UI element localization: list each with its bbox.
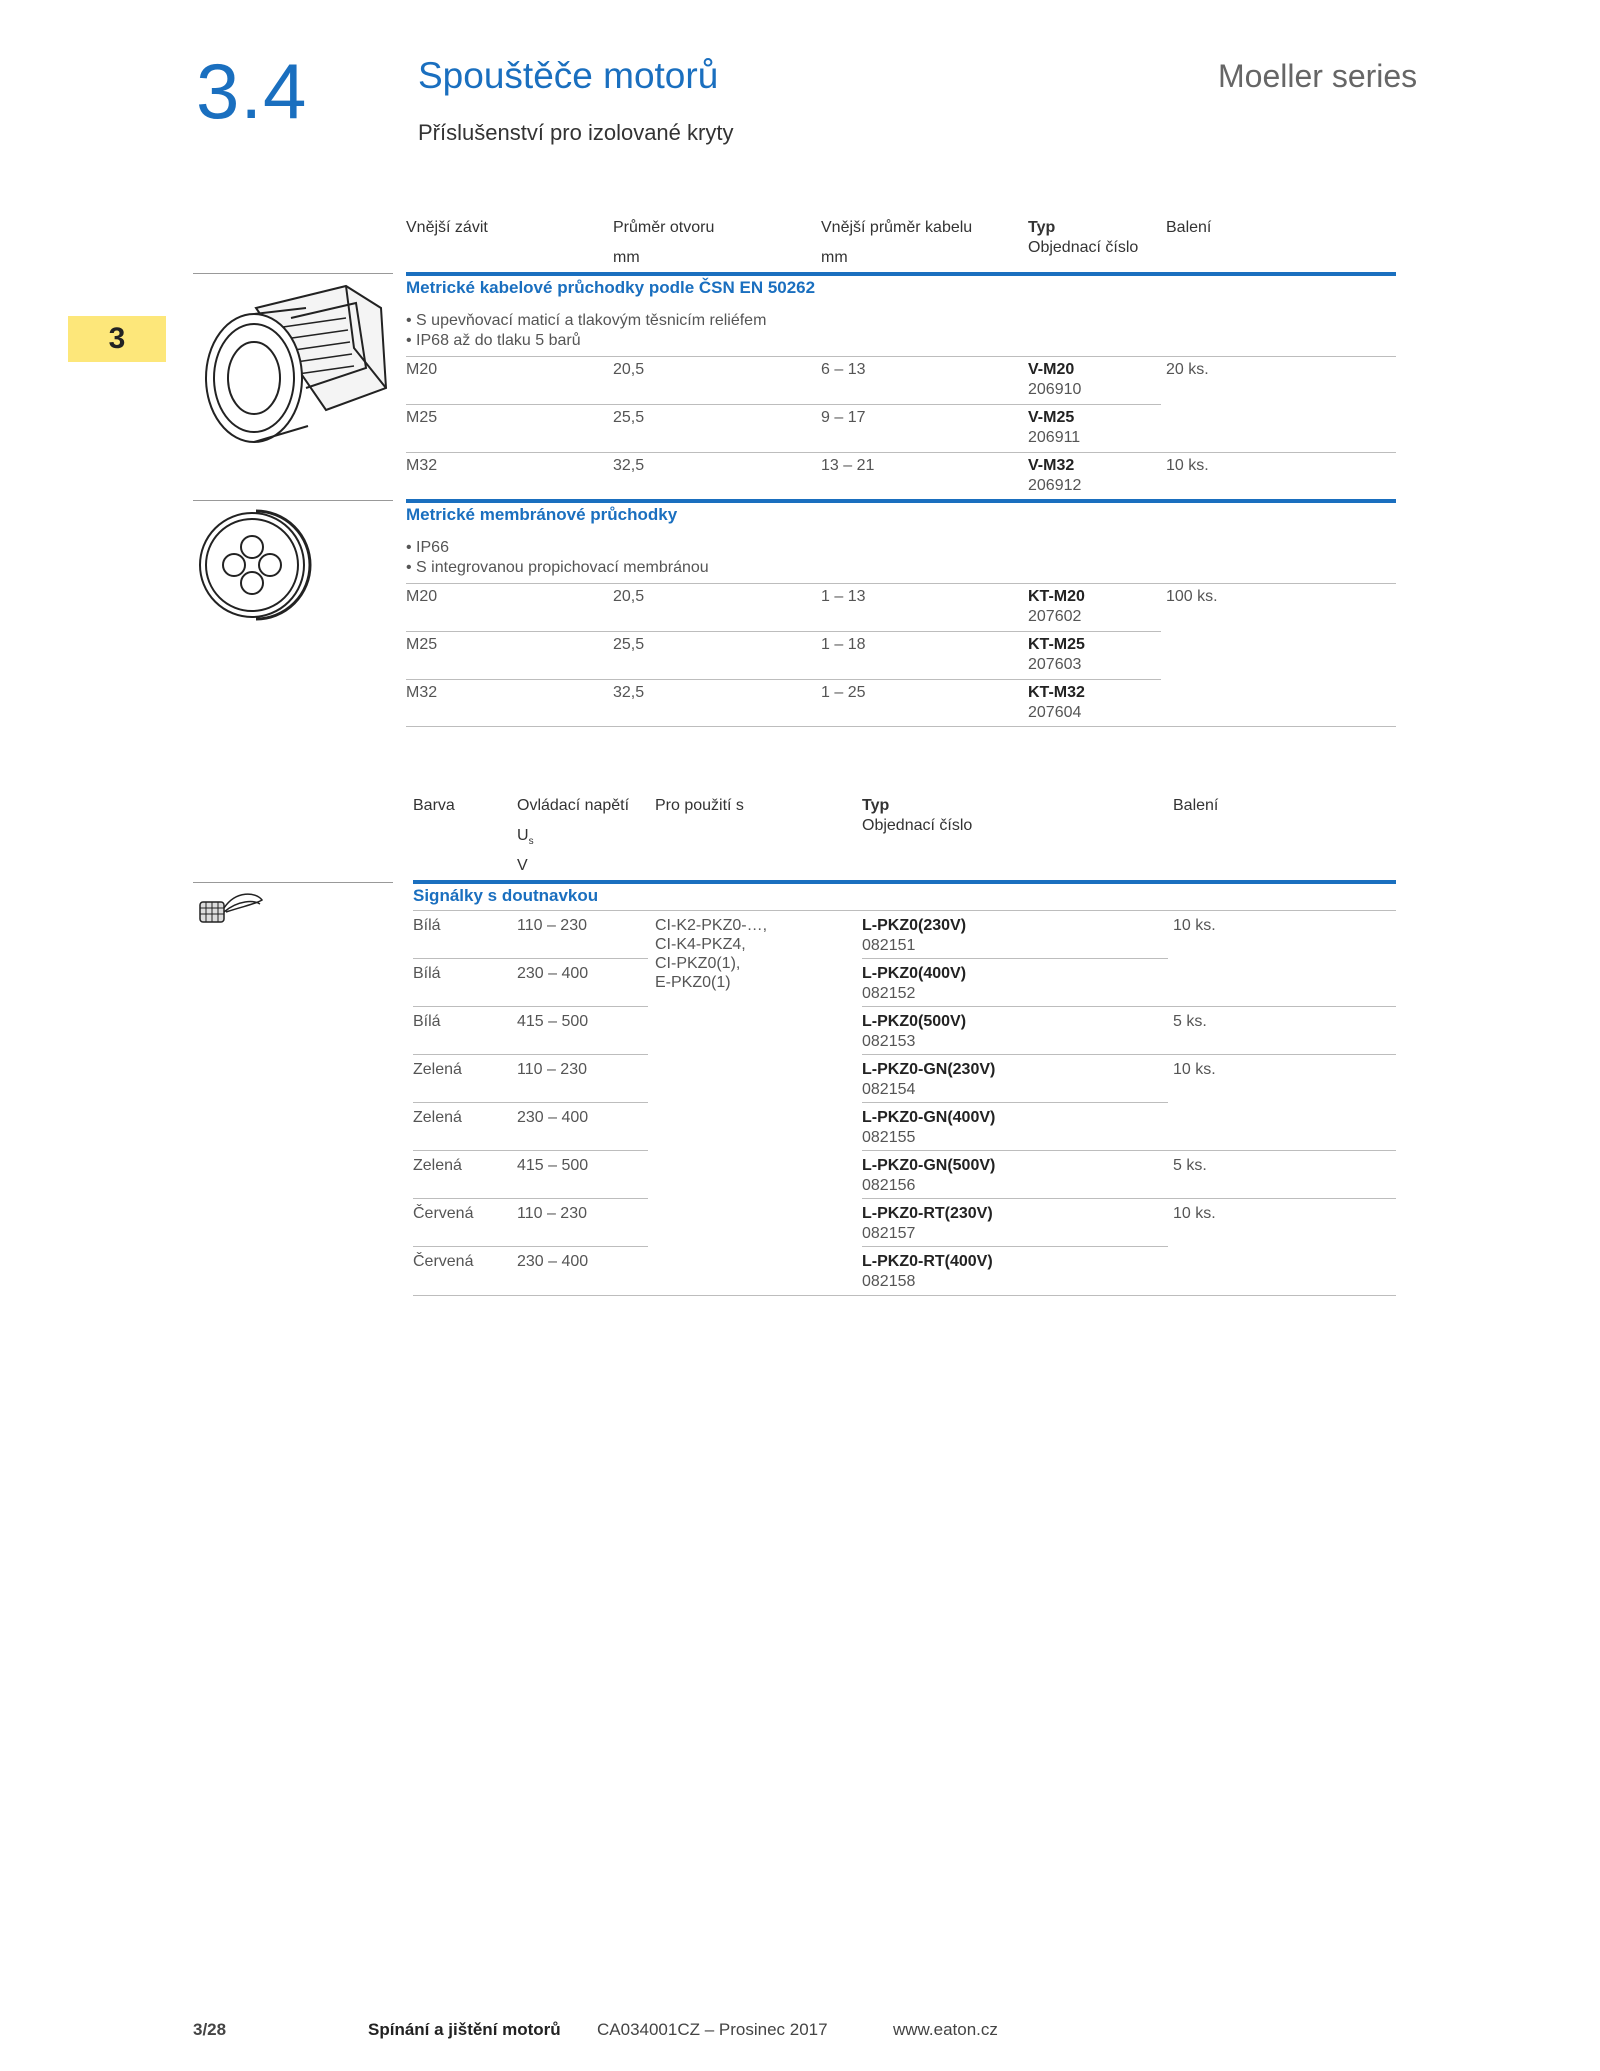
cell-voltage: 110 – 230: [517, 917, 587, 934]
col-header-voltage-unit: V: [517, 857, 528, 874]
cell-pack: 10 ks.: [1173, 1061, 1216, 1078]
cell-order: 206910: [1028, 381, 1082, 398]
cell-order: 206912: [1028, 477, 1082, 494]
cell-color: Zelená: [413, 1109, 462, 1126]
cell-type: L-PKZ0(230V): [862, 917, 967, 934]
group-divider: [413, 880, 1396, 884]
cell-type: L-PKZ0(500V): [862, 1013, 967, 1030]
cell-order: 207604: [1028, 704, 1082, 721]
cell-voltage: 230 – 400: [517, 1109, 589, 1126]
cell-type: V-M20: [1028, 361, 1075, 378]
cell-pack: 100 ks.: [1166, 588, 1218, 605]
cell-type: L-PKZ0-GN(230V): [862, 1061, 996, 1078]
cell-voltage: 230 – 400: [517, 965, 589, 982]
cell-order: 206911: [1028, 429, 1081, 446]
cell-order: 082153: [862, 1033, 916, 1050]
group-title: Metrické kabelové průchodky podle ČSN EN 50262: [406, 278, 816, 297]
cell-type: KT-M20: [1028, 588, 1085, 605]
col-header-hole-unit: mm: [613, 249, 640, 266]
cell-order: 082155: [862, 1129, 916, 1146]
cell-thread: M25: [406, 636, 438, 653]
cell-pack: 5 ks.: [1173, 1013, 1207, 1030]
cell-voltage: 415 – 500: [517, 1157, 589, 1174]
cell-cable: 1 – 25: [821, 684, 866, 701]
group-title: Metrické membránové průchodky: [406, 505, 678, 524]
cell-color: Zelená: [413, 1157, 462, 1174]
cell-hole: 32,5: [613, 457, 645, 474]
col-header-voltage-subscript: s: [528, 836, 534, 848]
col-header-pack: Balení: [1173, 797, 1219, 814]
cell-order: 082157: [862, 1225, 916, 1242]
usage-list: [655, 916, 767, 992]
cell-cable: 13 – 21: [821, 457, 875, 474]
col-header-type: Typ: [1028, 219, 1056, 236]
signal-lamp-image: [196, 886, 268, 934]
cell-type: L-PKZ0-GN(400V): [862, 1109, 996, 1126]
cell-color: Bílá: [413, 965, 441, 982]
cell-cable: 1 – 13: [821, 588, 866, 605]
cell-color: Bílá: [413, 917, 441, 934]
cell-pack: 20 ks.: [1166, 361, 1209, 378]
cell-hole: 20,5: [613, 361, 645, 378]
chapter-tab[interactable]: 3: [68, 316, 166, 362]
cell-hole: 32,5: [613, 684, 645, 701]
cell-type: L-PKZ0-GN(500V): [862, 1157, 996, 1174]
cell-type: V-M25: [1028, 409, 1075, 426]
cell-hole: 25,5: [613, 409, 645, 426]
cell-cable: 9 – 17: [821, 409, 866, 426]
cell-thread: M25: [406, 409, 438, 426]
col-header-voltage: Ovládací napětí: [517, 797, 630, 814]
footer-title: Spínání a jištění motorů: [368, 2020, 561, 2039]
footer-web[interactable]: www.eaton.cz: [893, 2020, 998, 2039]
cell-voltage: 415 – 500: [517, 1013, 589, 1030]
cell-type: L-PKZ0-RT(230V): [862, 1205, 993, 1222]
cell-type: KT-M25: [1028, 636, 1085, 653]
page-title: Spouštěče motorů: [418, 55, 719, 96]
cell-pack: 10 ks.: [1166, 457, 1209, 474]
cell-type: L-PKZ0-RT(400V): [862, 1253, 993, 1270]
cell-order: 207602: [1028, 608, 1082, 625]
cell-order: 082152: [862, 985, 916, 1002]
footer-code: CA034001CZ – Prosinec 2017: [597, 2020, 828, 2039]
col-header-color: Barva: [413, 797, 455, 814]
cell-color: Červená: [413, 1253, 474, 1270]
cell-thread: M32: [406, 457, 438, 474]
cell-color: Červená: [413, 1205, 474, 1222]
usage-item: CI-PKZ0(1),: [655, 955, 741, 972]
cell-order: 082154: [862, 1081, 916, 1098]
bullet: • IP66: [406, 539, 449, 556]
cell-order: 082156: [862, 1177, 916, 1194]
usage-item: CI-K4-PKZ4,: [655, 936, 746, 953]
cell-color: Bílá: [413, 1013, 441, 1030]
col-header-pack: Balení: [1166, 219, 1212, 236]
series-label: Moeller series: [1218, 58, 1418, 94]
bullet: • S integrovanou propichovací membránou: [406, 559, 709, 576]
cell-thread: M32: [406, 684, 438, 701]
group-title: Signálky s doutnavkou: [413, 886, 599, 905]
bullet: • S upevňovací maticí a tlakovým těsnicím reliéfem: [406, 312, 767, 329]
col-header-usage: Pro použití s: [655, 797, 744, 814]
col-header-cable: Vnější průměr kabelu: [821, 219, 973, 236]
group-divider: [406, 499, 1396, 503]
usage-item: CI-K2-PKZ0-…,: [655, 917, 768, 934]
col-header-order: Objednací číslo: [862, 817, 973, 834]
cell-cable: 1 – 18: [821, 636, 866, 653]
page-subtitle: Příslušenství pro izolované kryty: [418, 120, 734, 145]
footer-page: 3/28: [193, 2020, 227, 2039]
cell-pack: 10 ks.: [1173, 1205, 1216, 1222]
cell-thread: M20: [406, 588, 438, 605]
membrane-gland-image: [196, 505, 316, 625]
cell-order: 207603: [1028, 656, 1082, 673]
section-number: 3.4: [196, 47, 308, 135]
cell-voltage: 230 – 400: [517, 1253, 589, 1270]
cell-voltage: 110 – 230: [517, 1205, 587, 1222]
cell-hole: 25,5: [613, 636, 645, 653]
group-divider: [406, 272, 1396, 276]
cell-pack: 5 ks.: [1173, 1157, 1207, 1174]
cell-hole: 20,5: [613, 588, 645, 605]
bullet: • IP68 až do tlaku 5 barů: [406, 332, 581, 349]
col-header-type: Typ: [862, 797, 890, 814]
usage-item: E-PKZ0(1): [655, 974, 731, 991]
cell-type: V-M32: [1028, 457, 1075, 474]
col-header-voltage-symbol: U: [517, 827, 529, 844]
col-header-cable-unit: mm: [821, 249, 848, 266]
col-header-order: Objednací číslo: [1028, 239, 1139, 256]
cell-cable: 6 – 13: [821, 361, 866, 378]
col-header-thread: Vnější závit: [406, 219, 488, 236]
col-header-hole: Průměr otvoru: [613, 219, 715, 236]
cell-type: L-PKZ0(400V): [862, 965, 967, 982]
cell-type: KT-M32: [1028, 684, 1085, 701]
cell-order: 082151: [862, 937, 916, 954]
cell-thread: M20: [406, 361, 438, 378]
cell-voltage: 110 – 230: [517, 1061, 587, 1078]
cell-order: 082158: [862, 1273, 916, 1290]
cell-color: Zelená: [413, 1061, 462, 1078]
cell-pack: 10 ks.: [1173, 917, 1216, 934]
cable-gland-image: [196, 278, 396, 468]
